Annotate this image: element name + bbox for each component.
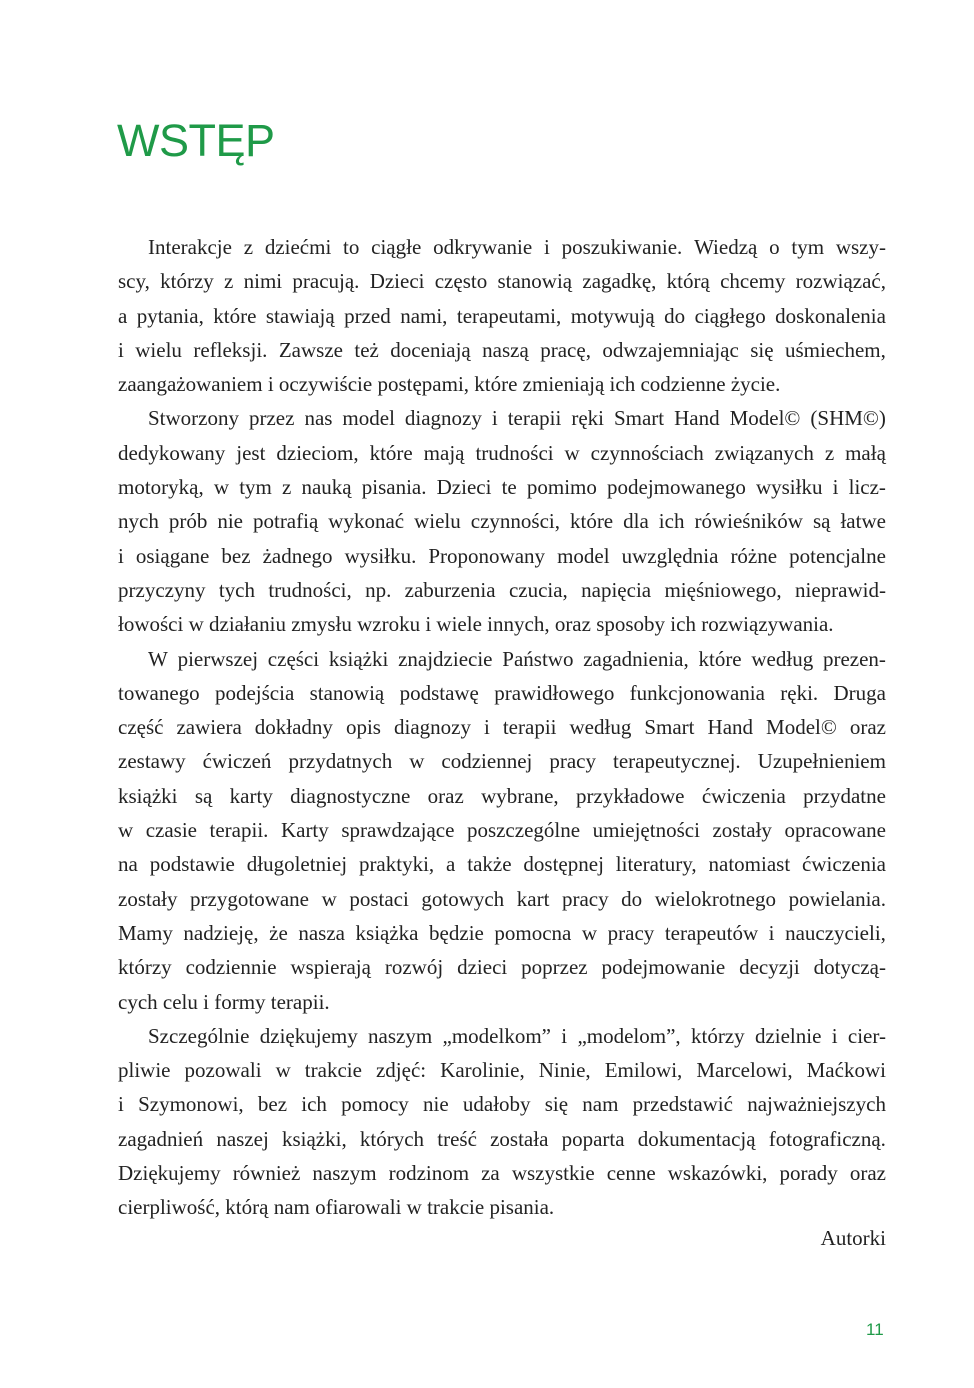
text-line: zagadnień naszej książki, których treść została poparta dokumentacją fotograficzną. [118, 1126, 886, 1151]
text-line: przyczyny tych trudności, np. zaburzenia czucia, napięcia mięśniowego, nieprawid- [118, 577, 886, 602]
text-line: towanego podejścia stanowią podstawę prawidłowego funkcjonowania ręki. Druga [118, 680, 886, 705]
text-line: zaangażowaniem i oczywiście postępami, które zmieniają ich codzienne życie. [118, 372, 781, 397]
text-line: dedykowany jest dzieciom, które mają trudności w czynnościach związanych z małą [118, 440, 886, 465]
text-line: na podstawie długoletniej praktyki, a także dostępnej literatury, natomiast ćwiczenia [118, 852, 886, 877]
text-line: Mamy nadzieję, że nasza książka będzie pomocna w pracy terapeutów i nauczycieli, [118, 920, 886, 945]
paragraph [118, 642, 886, 1019]
body-text [118, 230, 886, 1225]
text-line: Dziękujemy również naszym rodzinom za wszystkie cenne wskazówki, porady oraz [118, 1161, 886, 1186]
text-line: motoryką, w tym z nauką pisania. Dzieci te pomimo podejmowanego wysiłku i licz- [118, 475, 886, 500]
text-line: W pierwszej części książki znajdziecie Państwo zagadnienia, które według prezen- [148, 646, 886, 671]
paragraph [118, 401, 886, 641]
chapter-heading: WSTĘP [117, 115, 275, 166]
text-line: cych celu i formy terapii. [118, 989, 330, 1014]
text-line: książki są karty diagnostyczne oraz wybrane, przykładowe ćwiczenia przydatne [118, 783, 886, 808]
text-line: Interakcje z dziećmi to ciągłe odkrywanie i poszukiwanie. Wiedzą o tym wszy- [148, 235, 886, 259]
text-line: którzy codziennie wspierają rozwój dzieci poprzez podejmowanie decyzji dotyczą- [118, 955, 886, 980]
text-line: Stworzony przez nas model diagnozy i terapii ręki Smart Hand Model© (SHM©) [148, 406, 886, 431]
text-line: zostały przygotowane w postaci gotowych kart pracy do wielokrotnego powielania. [118, 886, 886, 911]
text-line: łowości w działaniu zmysłu wzroku i wiele innych, oraz sposoby ich rozwiązywania. [118, 612, 834, 637]
text-line: i osiągane bez żadnego wysiłku. Proponowany model uwzględnia różne potencjalne [118, 543, 886, 568]
text-line: część zawiera dokładny opis diagnozy i terapii według Smart Hand Model© oraz [118, 715, 886, 740]
text-line: nych prób nie potrafią wykonać wielu czynności, które dla ich rówieśników są łatwe [118, 509, 886, 534]
text-line: pliwie pozowali w trakcie zdjęć: Karolinie, Ninie, Emilowi, Marcelowi, Maćkowi [118, 1058, 886, 1083]
signature: Autorki [820, 1226, 886, 1250]
paragraph [118, 230, 886, 401]
text-line: a pytania, które stawiają przed nami, terapeutami, motywują do ciągłego doskonalenia [118, 303, 886, 328]
text-line: i Szymonowi, bez ich pomocy nie udałoby się nam przedstawić najważniejszych [118, 1092, 886, 1117]
text-line: w czasie terapii. Karty sprawdzające poszczególne umiejętności zostały opracowane [118, 818, 886, 843]
text-line: zestawy ćwiczeń przydatnych w codziennej pracy terapeutycznej. Uzupełnieniem [118, 749, 886, 774]
text-line: scy, którzy z nimi pracują. Dzieci często stanowią zagadkę, którą chcemy rozwiązać, [118, 269, 886, 294]
text-line: Szczególnie dziękujemy naszym „modelkom” i „modelom”, którzy dzielnie i cier- [148, 1023, 886, 1048]
text-line: cierpliwość, którą nam ofiarowali w trakcie pisania. [118, 1195, 555, 1220]
paragraph [118, 1019, 886, 1225]
text-line: i wielu refleksji. Zawsze też doceniają naszą pracę, odwzajemniając się uśmiechem, [118, 337, 886, 362]
page-number: 11 [866, 1320, 884, 1339]
